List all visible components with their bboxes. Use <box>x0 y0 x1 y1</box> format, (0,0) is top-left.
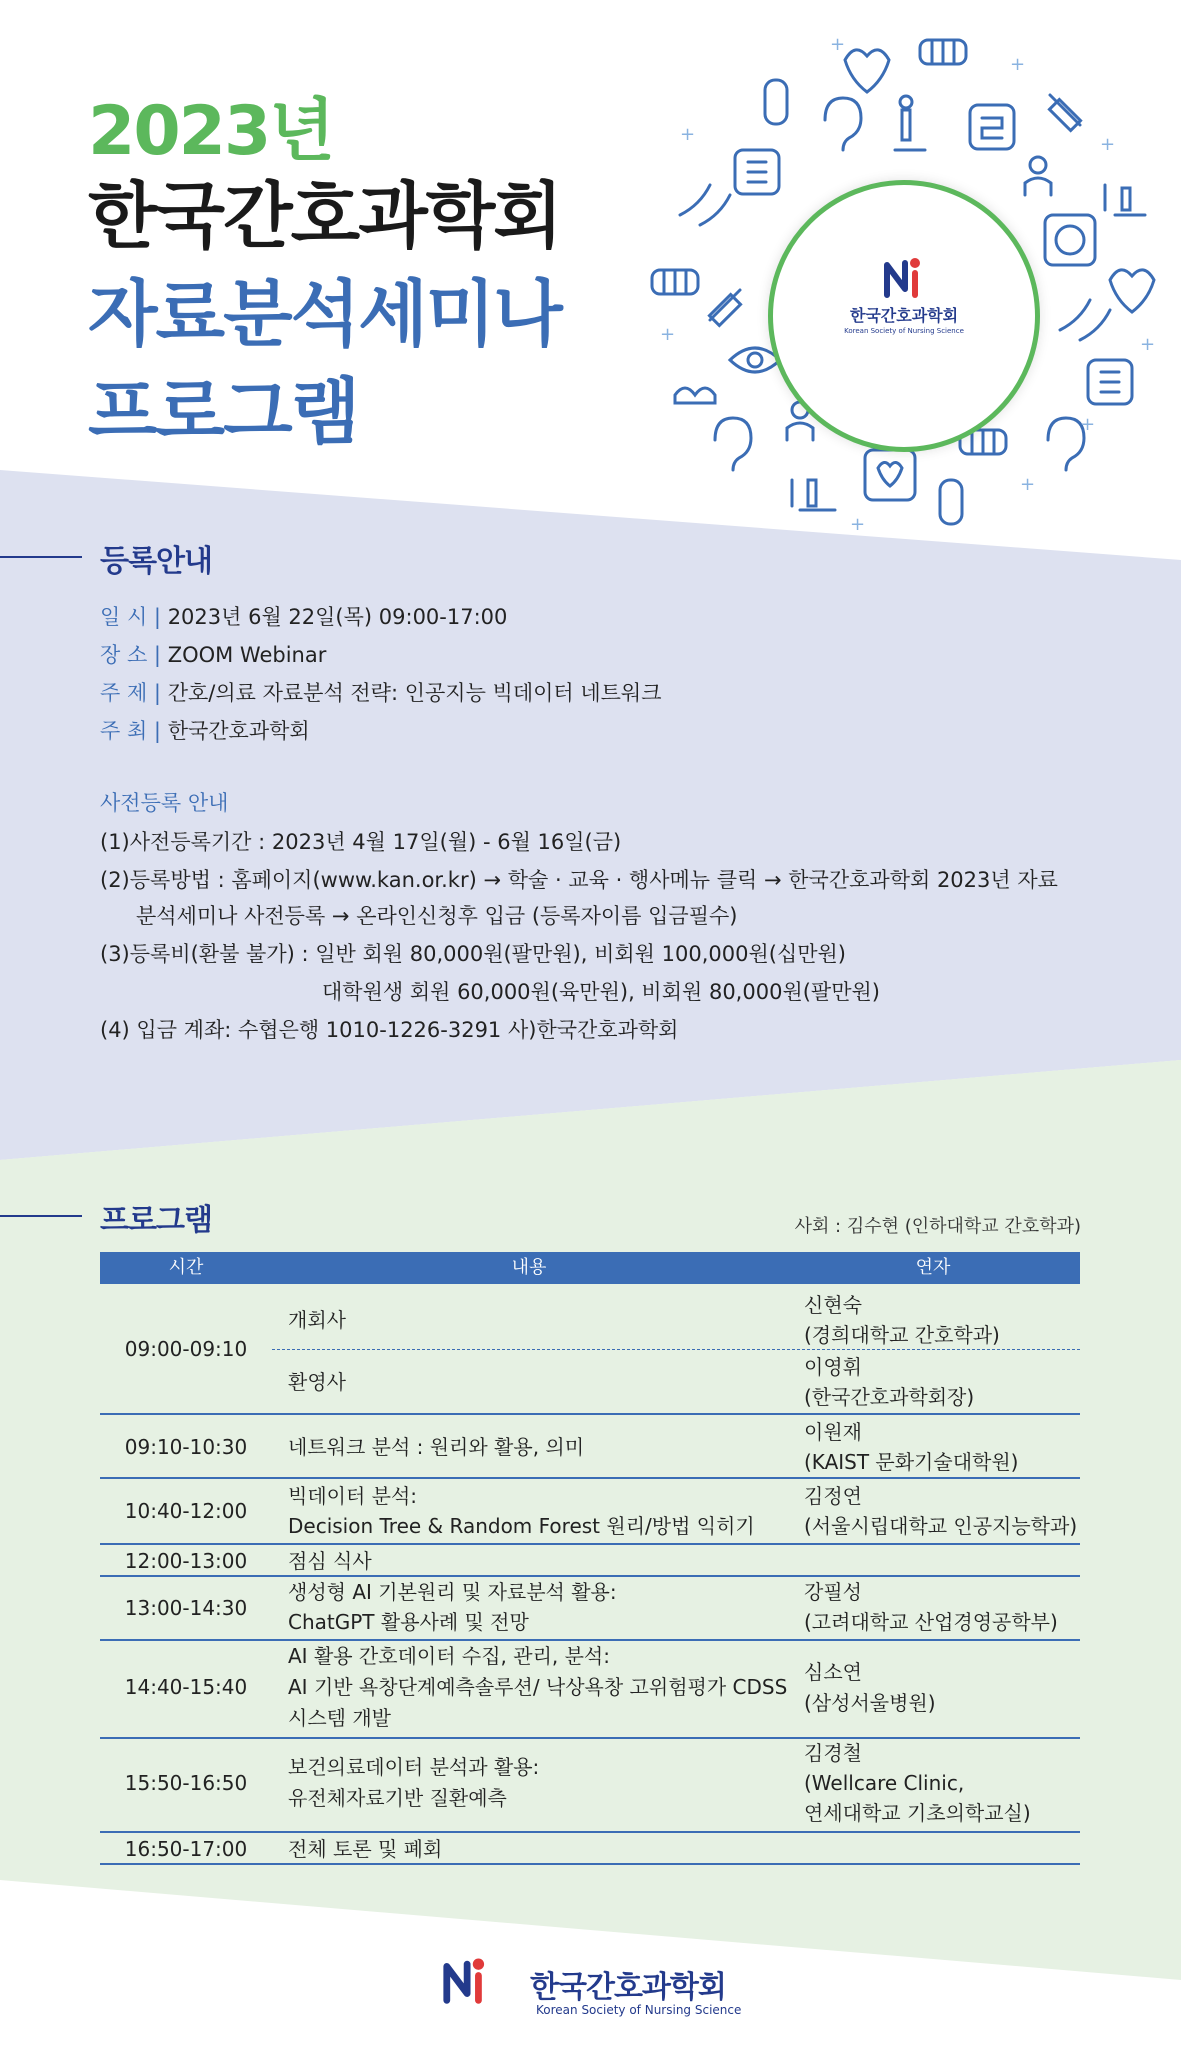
pre-item-account: (4) 입금 계좌: 수협은행 1010-1226-3291 사)한국간호과학회 <box>100 1018 679 1042</box>
row1a-speaker-name: 신현숙 <box>804 1293 862 1317</box>
info-place-label: 장 소 <box>100 643 148 667</box>
row6-line <box>100 1737 1080 1739</box>
svg-text:+: + <box>1140 334 1156 355</box>
info-place-value: ZOOM Webinar <box>167 643 327 667</box>
svg-text:+: + <box>660 324 676 345</box>
row2-speaker-aff: (KAIST 문화기술대학원) <box>804 1450 1019 1474</box>
ring-logo-name: 한국간호과학회 <box>849 306 959 325</box>
row7-time: 15:50-16:50 <box>124 1771 248 1795</box>
title-seminar: 자료분석세미나 <box>88 272 561 356</box>
row1-divider <box>272 1349 1080 1350</box>
row1b-speaker-aff: (한국간호과학회장) <box>804 1385 975 1409</box>
row3-line <box>100 1543 1080 1545</box>
program-table-header <box>100 1252 1080 1284</box>
row8-time: 16:50-17:00 <box>124 1837 248 1861</box>
registration-heading: 등록안내 <box>100 544 212 579</box>
row3-content-2: Decision Tree & Random Forest 원리/방법 익히기 <box>288 1514 755 1538</box>
pre-item-period: (1)사전등록기간 : 2023년 4월 17일(월) - 6월 16일(금) <box>100 830 622 854</box>
title-society: 한국간호과학회 <box>88 174 561 258</box>
medical-icons-illustration <box>640 10 1180 550</box>
row1-time: 09:00-09:10 <box>124 1337 248 1361</box>
row4-time: 12:00-13:00 <box>124 1549 248 1573</box>
row3-time: 10:40-12:00 <box>124 1499 248 1523</box>
svg-text:+: + <box>1010 54 1026 75</box>
program-heading-line <box>0 1215 82 1217</box>
row6-speaker-aff: (삼성서울병원) <box>804 1691 936 1715</box>
ring-logo-english: Korean Society of Nursing Science <box>844 327 964 335</box>
info-host-label: 주 최 <box>100 719 148 743</box>
row5-time: 13:00-14:30 <box>124 1596 248 1620</box>
program-host: 사회 : 김수현 (인하대학교 간호학과) <box>794 1216 1081 1237</box>
row1-line <box>100 1413 1080 1415</box>
row1b-speaker-name: 이영휘 <box>804 1355 862 1379</box>
info-topic-value: 간호/의료 자료분석 전략: 인공지능 빅데이터 네트워크 <box>167 681 662 705</box>
row2-content: 네트워크 분석 : 원리와 활용, 의미 <box>288 1435 585 1459</box>
info-date: 일 시 | 2023년 6월 22일(목) 09:00-17:00 <box>100 605 508 629</box>
info-topic-label: 주 제 <box>100 681 148 705</box>
info-host: 주 최 | 한국간호과학회 <box>100 719 310 743</box>
society-logo-circle <box>768 180 1040 452</box>
pre-item-fee: (3)등록비(환불 불가) : 일반 회원 80,000원(팔만원), 비회원 100,000원(십만원) <box>100 942 846 966</box>
svg-text:+: + <box>830 34 846 55</box>
svg-text:+: + <box>1080 414 1096 435</box>
row3-content-1: 빅데이터 분석: <box>288 1484 418 1508</box>
footer-logo-icon <box>440 1955 492 2005</box>
row7-speaker-name: 김경철 <box>804 1741 862 1765</box>
row1b-content: 환영사 <box>288 1370 346 1394</box>
info-date-value: 2023년 6월 22일(목) 09:00-17:00 <box>167 605 508 629</box>
row5-speaker-aff: (고려대학교 산업경영공학부) <box>804 1610 1058 1634</box>
row5-speaker-name: 강필성 <box>804 1580 862 1604</box>
row3-speaker-name: 김정연 <box>804 1484 862 1508</box>
pre-item-method: (2)등록방법 : 홈페이지(www.kan.or.kr) → 학술 · 교육 · 행사메뉴 클릭 → 한국간호과학회 2023년 자료 <box>100 868 1058 892</box>
society-logo-icon <box>881 255 927 299</box>
row2-speaker-name: 이원재 <box>804 1420 862 1444</box>
row8-content: 전체 토론 및 폐회 <box>288 1837 443 1861</box>
row8-line <box>100 1863 1080 1865</box>
header-speaker: 연자 <box>915 1257 951 1278</box>
pre-item-method-cont: 분석세미나 사전등록 → 온라인신청후 입금 (등록자이름 입금필수) <box>136 904 738 928</box>
row2-line <box>100 1477 1080 1479</box>
title-year: 2023년 <box>88 92 333 171</box>
row7-line <box>100 1831 1080 1833</box>
info-date-label: 일 시 <box>100 605 148 629</box>
row5-content-2: ChatGPT 활용사례 및 전망 <box>288 1610 529 1634</box>
row2-time: 09:10-10:30 <box>124 1435 248 1459</box>
header-time: 시간 <box>168 1257 204 1278</box>
row6-speaker-name: 심소연 <box>804 1660 862 1684</box>
pre-registration-title: 사전등록 안내 <box>100 791 229 815</box>
row6-content-1: AI 활용 간호데이터 수집, 관리, 분석: <box>288 1644 610 1668</box>
footer-logo-english: Korean Society of Nursing Science <box>536 2003 742 2017</box>
row7-content-2: 유전체자료기반 질환예측 <box>288 1786 507 1810</box>
row1a-content: 개회사 <box>288 1308 346 1332</box>
row4-content: 점심 식사 <box>288 1549 372 1573</box>
row6-content-2: AI 기반 욕창단계예측솔루션/ 낙상욕창 고위험평가 CDSS <box>288 1675 788 1699</box>
row6-content-3: 시스템 개발 <box>288 1706 391 1730</box>
row7-speaker-aff-2: 연세대학교 기초의학교실) <box>804 1801 1031 1825</box>
info-host-value: 한국간호과학회 <box>167 719 310 743</box>
pre-item-fee-grad: 대학원생 회원 60,000원(육만원), 비회원 80,000원(팔만원) <box>322 980 880 1004</box>
svg-text:+: + <box>680 124 696 145</box>
svg-text:+: + <box>1020 474 1036 495</box>
row1a-speaker-aff: (경희대학교 간호학과) <box>804 1323 1000 1347</box>
svg-text:+: + <box>1100 134 1116 155</box>
row3-speaker-aff: (서울시립대학교 인공지능학과) <box>804 1514 1078 1538</box>
info-topic: 주 제 | 간호/의료 자료분석 전략: 인공지능 빅데이터 네트워크 <box>100 681 662 705</box>
header-content: 내용 <box>511 1257 547 1278</box>
info-place: 장 소 | ZOOM Webinar <box>100 643 327 667</box>
title-program: 프로그램 <box>88 370 359 454</box>
program-heading: 프로그램 <box>100 1203 212 1238</box>
row6-time: 14:40-15:40 <box>124 1675 248 1699</box>
registration-heading-line <box>0 556 82 558</box>
svg-text:+: + <box>850 514 866 535</box>
row7-content-1: 보건의료데이터 분석과 활용: <box>288 1755 540 1779</box>
row5-content-1: 생성형 AI 기본원리 및 자료분석 활용: <box>288 1580 617 1604</box>
footer-logo-name: 한국간호과학회 <box>530 1970 726 2005</box>
row7-speaker-aff: (Wellcare Clinic, <box>804 1771 965 1795</box>
